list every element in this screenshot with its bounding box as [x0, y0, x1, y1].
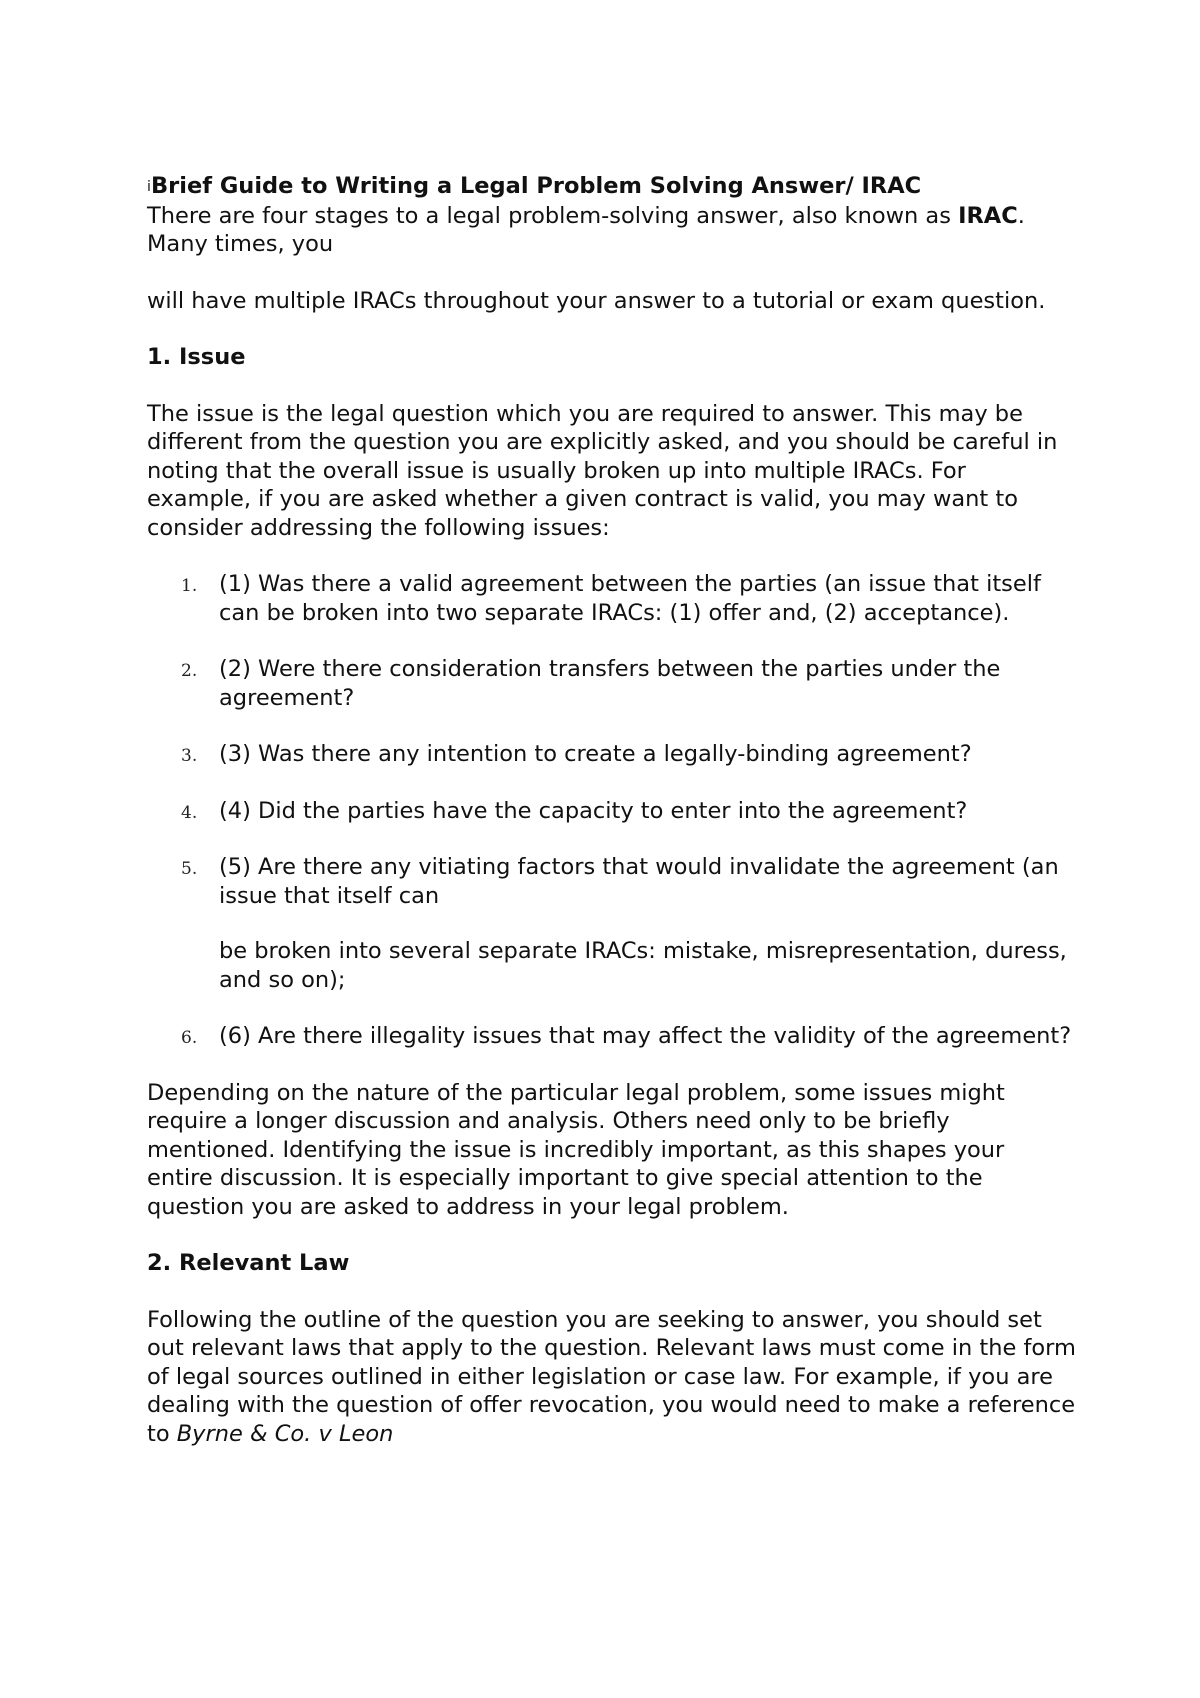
list-item-text: (6) Are there illegality issues that may affect the validity of the agreement?: [219, 1023, 1072, 1049]
document-page: [147, 172, 1077, 1448]
issue-closing-paragraph: Depending on the nature of the particular legal problem, some issues might require a longer discussion and analysis. Others need only to be briefly mentioned. Identifying the issue is incredibly important, as this shapes your entire discussion. It is especially important to give special attention to the question you are asked to address in your legal problem.: [147, 1079, 1005, 1220]
list-item-number: 1.: [181, 576, 198, 596]
list-item: [147, 655, 1077, 712]
list-item-number: 6.: [181, 1028, 198, 1048]
list-item: [147, 797, 1077, 826]
title-text: Brief Guide to Writing a Legal Problem Solving Answer/ IRAC: [151, 173, 922, 199]
intro-continued: will have multiple IRACs throughout your answer to a tutorial or exam question.: [147, 287, 1046, 314]
list-item: [147, 570, 1077, 627]
document-title: [147, 172, 1077, 202]
section-heading-issue: 1. Issue: [147, 344, 246, 370]
intro-irac: IRAC: [958, 202, 1018, 229]
title-marker: i: [147, 179, 151, 195]
list-item-number: 2.: [181, 661, 198, 681]
section-heading-relevant-law: 2. Relevant Law: [147, 1250, 350, 1276]
issues-list: [147, 570, 1077, 1051]
list-item-text: (1) Was there a valid agreement between the parties (an issue that itself can be broken into two separate IRACs: (1) offer and, (2) acceptance).: [219, 571, 1041, 626]
list-item-text: (4) Did the parties have the capacity to enter into the agreement?: [219, 797, 968, 824]
relevant-law-paragraph: [147, 1306, 1077, 1449]
list-item-number: 4.: [181, 802, 198, 823]
relevant-law-text: Following the outline of the question you are seeking to answer, you should set out relevant laws that apply to the question. Relevant laws must come in the form of legal sources outlined in either legislation or case law. For example, if you are dealing with the question of offer revocation, you would need to make a reference to: [147, 1306, 1076, 1447]
list-item: [147, 1022, 1077, 1051]
intro-paragraph: [147, 202, 1077, 259]
list-item-continuation: be broken into several separate IRACs: mistake, misrepresentation, duress, and so on);: [219, 938, 1067, 993]
list-item-text: (5) Are there any vitiating factors that would invalidate the agreement (an issue that itself can: [219, 854, 1059, 909]
intro-text-end: . Many times, you: [147, 202, 1025, 257]
list-item-text: (3) Was there any intention to create a legally-binding agreement?: [219, 741, 972, 767]
intro-text: There are four stages to a legal problem-solving answer, also known as: [147, 202, 951, 229]
list-item: [147, 740, 1077, 769]
case-citation: Byrne & Co. v Leon: [176, 1420, 394, 1447]
list-item: [147, 853, 1077, 994]
list-item-text: (2) Were there consideration transfers between the parties under the agreement?: [219, 656, 1001, 711]
list-item-number: 3.: [181, 746, 198, 766]
issue-paragraph: The issue is the legal question which you are required to answer. This may be different from the question you are explicitly asked, and you should be careful in noting that the overall issue is usually broken up into multiple IRACs. For example, if you are asked whether a given contract is valid, you may want to consider addressing the following issues:: [147, 400, 1058, 541]
list-item-number: 5.: [181, 859, 198, 879]
